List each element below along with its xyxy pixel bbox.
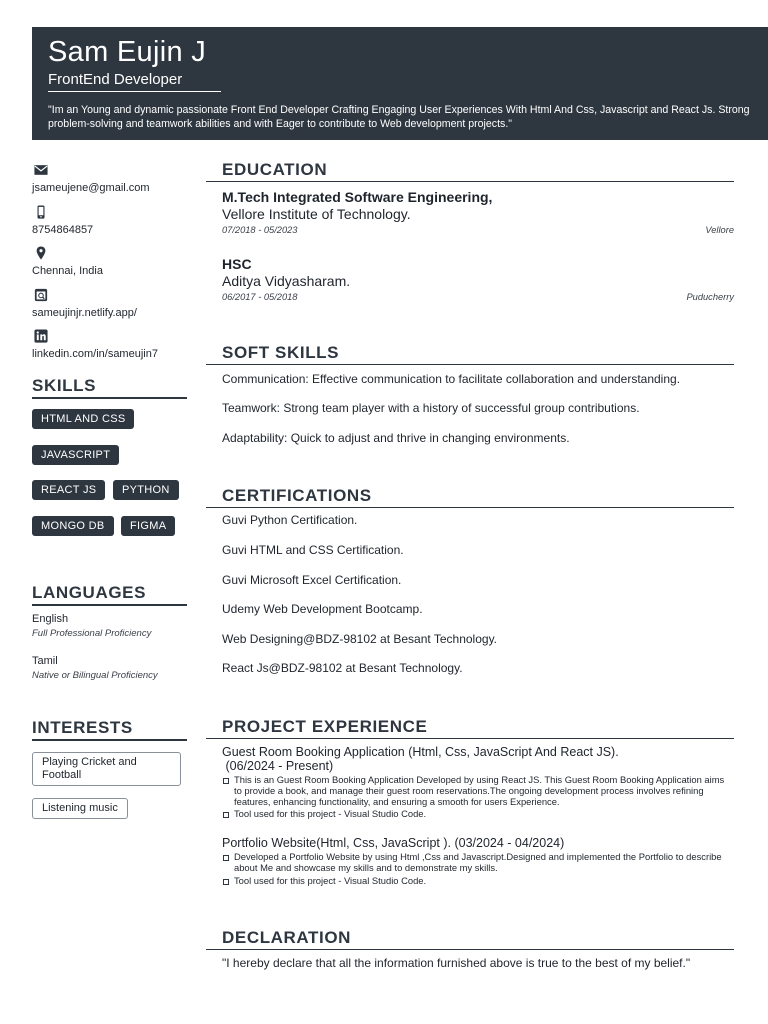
certification-item: Udemy Web Development Bootcamp. — [222, 602, 423, 616]
project-bullet: Developed a Portfolio Website by using Html ,Css and Javascript.Designed and implemented the Portfolio to describe about Me and showcase my skills and to demonstrate my skills. — [222, 852, 734, 874]
skill-chip: JAVASCRIPT — [32, 445, 119, 465]
education-degree: M.Tech Integrated Software Engineering, — [222, 189, 493, 205]
project-bullets — [222, 852, 734, 886]
soft-skill-item: Adaptability: Quick to adjust and thrive in changing environments. — [222, 431, 570, 445]
interest-tag: Listening music — [32, 798, 128, 819]
soft-skill-item: Communication: Effective communication to facilitate collaboration and understanding. — [222, 372, 681, 386]
website-text: sameujinjr.netlify.app/ — [32, 306, 137, 319]
soft-skill-item: Teamwork: Strong team player with a history of successful group contributions. — [222, 401, 640, 415]
skill-chip: HTML AND CSS — [32, 409, 134, 429]
education-dates: 07/2018 - 05/2023 — [222, 225, 298, 235]
profile-summary: "Im an Young and dynamic passionate Front End Developer Crafting Engaging User Experiences With Html And Css, Javascript and React Js. Strong problem-solving and teamwork abilities and with Eager to contribute to Web development projects." — [48, 104, 750, 130]
project-title: Portfolio Website(Html, Css, JavaScript ). (03/2024 - 04/2024) — [222, 836, 565, 850]
phone-text: 8754864857 — [32, 223, 94, 236]
certification-item: React Js@BDZ-98102 at Besant Technology. — [222, 661, 463, 675]
declaration-heading: DECLARATION — [206, 928, 734, 950]
skill-chip: MONGO DB — [32, 516, 114, 536]
education-institute: Aditya Vidyasharam. — [222, 273, 351, 289]
project-dates: (06/2024 - Present) — [222, 759, 334, 773]
language-item — [32, 613, 151, 640]
contact-linkedin[interactable] — [32, 329, 187, 371]
project-title: Guest Room Booking Application (Html, Css, JavaScript And React JS). — [222, 745, 619, 759]
certification-item: Guvi Microsoft Excel Certification. — [222, 573, 402, 587]
education-institute: Vellore Institute of Technology. — [222, 206, 411, 222]
project-bullet: This is an Guest Room Booking Application Developed by using React JS. This Guest Room Booking Application aims to provide a book, and manage their guest room reservations.The ongoing development process involves refining features, enhancing functionality, and ensuring a smooth for users Experience. — [222, 775, 734, 807]
education-heading: EDUCATION — [206, 160, 734, 182]
language-name: English — [32, 613, 69, 625]
contact-location — [32, 246, 187, 288]
education-meta — [222, 225, 734, 235]
education-place: Vellore — [705, 225, 734, 235]
linkedin-text: linkedin.com/in/sameujin7 — [32, 348, 158, 360]
project-entry — [222, 836, 734, 888]
language-level: Native or Bilingual Proficiency — [32, 670, 158, 681]
education-place: Puducherry — [686, 292, 734, 302]
project-bullets — [222, 775, 734, 820]
certifications-heading: CERTIFICATIONS — [206, 486, 734, 508]
soft-skills-heading: SOFT SKILLS — [206, 343, 734, 365]
education-meta — [222, 292, 734, 302]
skill-chip: PYTHON — [113, 480, 179, 500]
language-name: Tamil — [32, 655, 58, 667]
certification-item: Guvi Python Certification. — [222, 513, 358, 527]
project-entry — [222, 745, 734, 822]
education-dates: 06/2017 - 05/2018 — [222, 292, 298, 302]
contact-list — [32, 163, 187, 371]
contact-phone[interactable] — [32, 205, 187, 247]
envelope-icon — [34, 163, 48, 177]
project-bullet: Tool used for this project - Visual Studio Code. — [222, 876, 734, 887]
location-pin-icon — [34, 246, 48, 260]
contact-website[interactable] — [32, 288, 187, 330]
left-column — [32, 160, 187, 814]
skills-heading: SKILLS — [32, 376, 187, 399]
education-entry — [222, 189, 734, 235]
website-icon — [34, 288, 48, 302]
interests-heading: INTERESTS — [32, 718, 187, 741]
certification-item: Web Designing@BDZ-98102 at Besant Technology. — [222, 632, 498, 646]
skill-chip: FIGMA — [121, 516, 175, 536]
language-level: Full Professional Proficiency — [32, 628, 152, 639]
candidate-name: Sam Eujin J — [48, 36, 207, 68]
candidate-role: FrontEnd Developer — [48, 71, 221, 92]
project-experience-heading: PROJECT EXPERIENCE — [206, 717, 734, 739]
skill-chip: REACT JS — [32, 480, 105, 500]
location-text: Chennai, India — [32, 265, 103, 277]
language-item — [32, 655, 158, 682]
declaration-text: "I hereby declare that all the information furnished above is true to the best of my belief." — [222, 956, 691, 970]
interest-tag: Playing Cricket and Football — [32, 752, 181, 786]
phone-icon — [34, 205, 48, 219]
header-banner — [32, 27, 768, 140]
education-entry — [222, 256, 734, 302]
languages-heading: LANGUAGES — [32, 583, 187, 606]
project-bullet: Tool used for this project - Visual Studio Code. — [222, 809, 734, 820]
email-text: jsameujene@gmail.com — [32, 182, 150, 194]
education-degree: HSC — [222, 256, 252, 272]
contact-email[interactable] — [32, 163, 187, 205]
linkedin-icon — [34, 329, 48, 343]
certification-item: Guvi HTML and CSS Certification. — [222, 543, 404, 557]
